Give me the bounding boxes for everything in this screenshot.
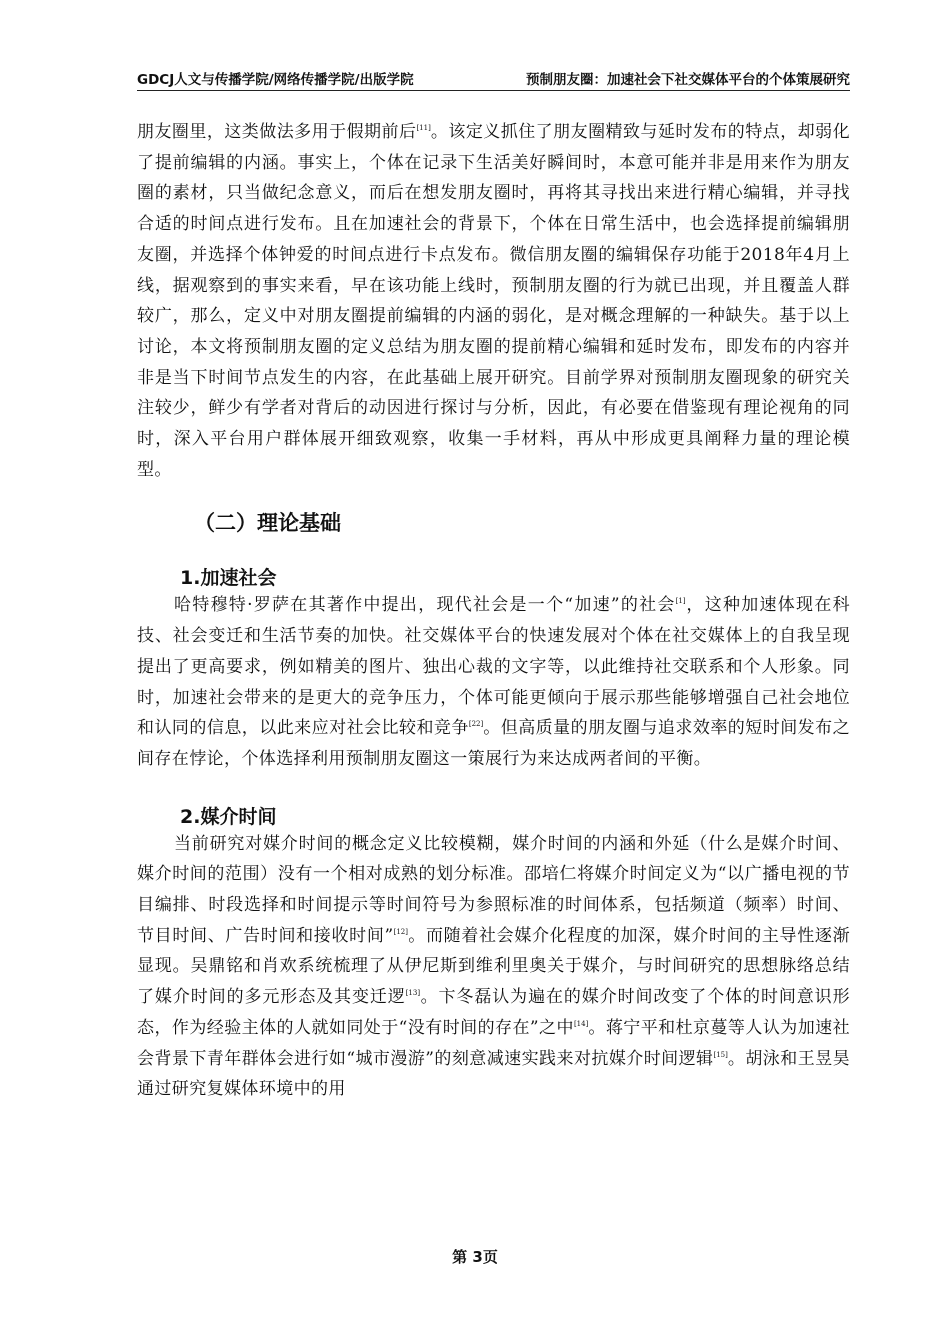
subheading-media-time: 2.媒介时间 xyxy=(180,805,277,828)
citation-marker: [13] xyxy=(405,989,421,998)
paragraph-text: 当前研究对媒介时间的概念定义比较模糊，媒介时间的内涵和外延（什么是媒介时间、媒介时间的范围）没有一个相对成熟的划分标准。邵培仁将媒介时间定义为“以广播电视的节目编排、时段选择和时间提示等时间符号为参照标准的时间体系，包括频道（频率）时间、节目时间、广告时间和接收时间” xyxy=(137,833,850,946)
paragraph-accelerated-society xyxy=(137,590,850,774)
paragraph-text: 。但高质量的朋友圈与追求效率的短时间发布之间存在悖论，个体选择利用预制朋友圈这一策展行为来达成两者间的平衡。 xyxy=(137,718,850,769)
citation-marker: [11] xyxy=(416,124,431,132)
paragraph-text: 。胡泳和王昱昊通过研究复媒体环境中的用 xyxy=(137,1048,850,1100)
paragraph-text: 朋友圈里，这类做法多用于假期前后 xyxy=(137,122,417,142)
body-text xyxy=(137,117,850,1105)
paragraph-text: 哈特穆特·罗萨在其著作中提出，现代社会是一个“加速”的社会 xyxy=(174,595,676,616)
paragraph-definition-continued xyxy=(137,117,850,485)
paragraph-text: 。该定义抓住了朋友圈精致与延时发布的特点，却弱化了提前编辑的内涵。事实上，个体在记录下生活美好瞬间时，本意可能并非是用来作为朋友圈的素材，只当做纪念意义，而后在想发朋友圈时，再将其寻找出来进行精心编辑，并寻找合适的时间点进行发布。且在加速社会的背景下，个体在日常生活中，也会选择提前编辑朋友圈，并选择个体钟爱的时间点进行卡点发布。微信朋友圈的编辑保存功能于2018年4月上线，据观察到的事实来看，早在该功能上线时，预制朋友圈的行为就已出现，并且覆盖人群较广，那么，定义中对朋友圈提前编辑的内涵的弱化，是对概念理解的一种缺失。基于以上讨论，本文将预制朋友圈的定义总结为朋友圈的提前精心编辑和延时发布，即发布的内容并非是当下时间节点发生的内容，在此基础上展开研究。目前学界对预制朋友圈现象的研究关注较少，鲜少有学者对背后的动因进行探讨与分析，因此，有必要在借鉴现有理论视角的同时，深入平台用户群体展开细致观察，收集一手材料，再从中形成更具阐释力量的理论模型。 xyxy=(137,122,850,480)
paragraph-text: 。卞冬磊认为遍在的媒介时间改变了个体的时间意识形态，作为经验主体的人就如同处于“没有时间的存在”之中 xyxy=(137,987,850,1038)
page-number: 第 3页 xyxy=(452,1248,498,1266)
header-divider xyxy=(137,90,850,91)
citation-marker: [22] xyxy=(468,720,484,729)
citation-marker: [12] xyxy=(393,927,408,936)
citation-marker: [1] xyxy=(675,597,686,606)
paragraph-media-time xyxy=(137,829,850,1105)
section-heading-theory: （二）理论基础 xyxy=(194,511,341,536)
paragraph-text: ，这种加速体现在科技、社会变迁和生活节奏的加快。社交媒体平台的快速发展对个体在社交媒体上的自我呈现提出了更高要求，例如精美的图片、独出心裁的文字等，以此维持社交联系和个人形象。同时，加速社会带来的是更大的竞争压力，个体可能更倾向于展示那些能够增强自己社会地位和认同的信息，以此来应对社会比较和竞争 xyxy=(137,595,850,739)
header-paper-title: 预制朋友圈：加速社会下社交媒体平台的个体策展研究 xyxy=(526,72,850,88)
citation-marker: [14] xyxy=(573,1019,589,1028)
paragraph-text: 。而随着社会媒介化程度的加深，媒介时间的主导性逐渐显现。吴鼎铭和肖欢系统梳理了从伊尼斯到维利里奥关于媒介，与时间研究的思想脉络总结了媒介时间的多元形态及其变迁逻 xyxy=(137,925,850,1008)
citation-marker: [15] xyxy=(713,1050,728,1059)
running-header xyxy=(137,66,850,88)
paragraph-text: 。蒋宁平和杜京蔓等人认为加速社会背景下青年群体会进行如“城市漫游”的刻意减速实践来对抗媒介时间逻辑 xyxy=(137,1017,851,1069)
header-institution: GDCJ人文与传播学院/网络传播学院/出版学院 xyxy=(137,72,414,88)
subheading-accelerated-society: 1.加速社会 xyxy=(180,567,277,590)
